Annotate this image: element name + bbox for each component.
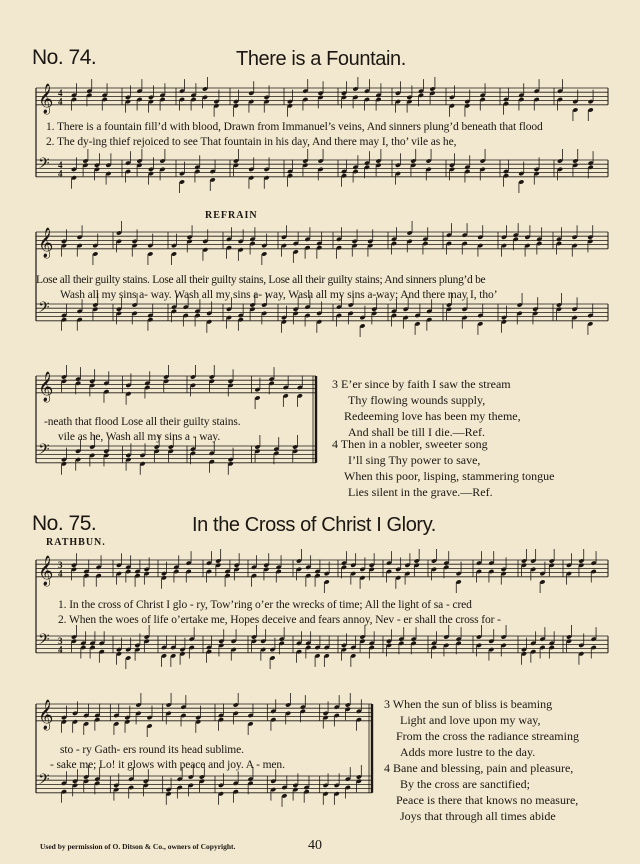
time-signature: 4 <box>58 568 63 579</box>
stanza-line: Adds more lustre to the day. <box>400 745 536 759</box>
stanza-line: 4 Then in a nobler, sweeter song <box>332 437 488 451</box>
lyric-line: sto - ry Gath- ers round its head sublime. <box>60 744 244 756</box>
time-signature: 4 <box>58 96 63 107</box>
lyric-line: -neath that flood Lose all their guilty stains. <box>44 416 241 428</box>
stanza-3 <box>332 376 521 440</box>
stanza-line: 3 E’er since by faith I saw the stream <box>332 377 511 391</box>
stanza-line: 4 Bane and blessing, pain and pleasure, <box>384 761 574 775</box>
stanza-line: Peace is there that knows no measure, <box>396 793 579 807</box>
lyric-line: Wash all my sins a- way. Wash all my sins a- way, Wash all my sins a-way; And there may I, tho’ <box>60 289 498 301</box>
stanza-line: When this poor, lisping, stammering tongue <box>344 469 555 483</box>
lyric-line: Lose all their guilty stains. Lose all their guilty stains, Lose all their guilty stains; And sinners plung’d be <box>36 274 486 286</box>
lyric-line: - sake me; Lo! it glows with peace and joy. A - men. <box>50 759 285 771</box>
bass-clef: 𝄢 <box>38 631 50 652</box>
time-signature: 3 <box>58 560 63 570</box>
hymn-title: In the Cross of Christ I Glory. <box>192 514 436 536</box>
bass-clef: 𝄢 <box>38 155 50 176</box>
treble-clef: 𝄞 <box>38 371 54 402</box>
time-signature: 3 <box>58 636 63 646</box>
bass-clef: 𝄢 <box>38 299 50 320</box>
stanza-line: From the cross the radiance streaming <box>396 729 579 743</box>
lyric-line: 2. The dy-ing thief rejoiced to see That fountain in his day, And there may I, tho’ vile as he, <box>46 136 457 148</box>
refrain-label: REFRAIN <box>205 210 258 221</box>
stanza-3 <box>384 696 579 760</box>
stanza-line: Light and love upon my way, <box>400 713 541 727</box>
time-signature: 4 <box>58 88 63 98</box>
hymn-title: There is a Fountain. <box>236 48 406 70</box>
treble-clef: 𝄞 <box>38 83 54 114</box>
stanza-line: Joys that through all times abide <box>400 809 556 823</box>
lyric-line: 2. When the woes of life o’ertake me, Hopes deceive and fears annoy, Nev - er shall the cross for - <box>58 614 501 626</box>
bass-clef: 𝄢 <box>38 441 50 462</box>
bass-clef: 𝄢 <box>38 771 50 792</box>
stanza-line: 3 When the sun of bliss is beaming <box>384 697 553 711</box>
treble-clef: 𝄞 <box>38 555 54 586</box>
time-signature: 4 <box>58 160 63 170</box>
stanza-line: Lies silent in the grave.—Ref. <box>348 485 493 499</box>
stanza-line: Redeeming love has been my theme, <box>344 409 521 423</box>
lyric-line: vile as he, Wash all my sins a - way. <box>58 431 221 443</box>
treble-clef: 𝄞 <box>38 699 54 730</box>
time-signature: 4 <box>58 644 63 655</box>
lyric-line: 1. There is a fountain fill’d with blood, Drawn from Immanuel’s veins, And sinners plung’d beneath that flood <box>46 121 543 133</box>
lyric-line: 1. In the cross of Christ I glo - ry, Tow’ring o’er the wrecks of time; All the light of sa - cred <box>58 599 472 611</box>
tune-name: RATHBUN. <box>46 537 106 548</box>
stanza-line: And shall be till I die.—Ref. <box>348 425 485 439</box>
stanza-line: I’ll sing Thy power to save, <box>348 453 481 467</box>
page-number: 40 <box>308 838 322 853</box>
stanza-4 <box>384 760 578 824</box>
copyright-credit: Used by permission of O. Ditson & Co., owners of Copyright. <box>40 842 236 851</box>
treble-clef: 𝄞 <box>38 227 54 258</box>
stanza-line: Thy flowing wounds supply, <box>348 393 486 407</box>
stanza-line: By the cross are sanctified; <box>400 777 530 791</box>
stanza-4 <box>332 436 555 500</box>
time-signature: 4 <box>58 168 63 179</box>
hymn-number: No. 74. <box>32 46 97 69</box>
hymn-number: No. 75. <box>32 512 97 535</box>
